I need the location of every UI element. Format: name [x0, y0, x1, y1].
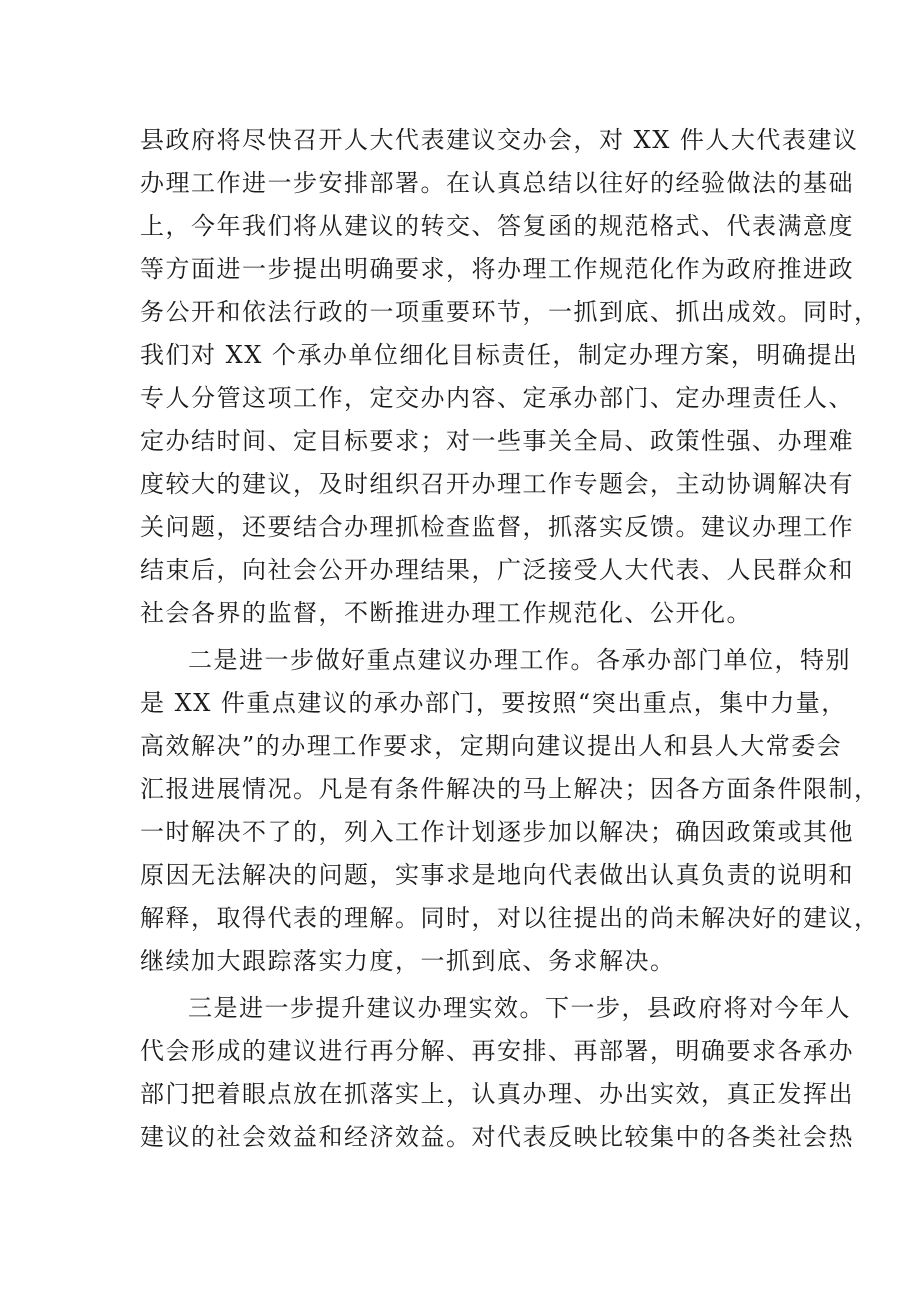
text-line: 我们对 XX 个承办单位细化目标责任，制定办理方案，明确提出	[140, 341, 859, 369]
text-line: 定办结时间、定目标要求；对一些事关全局、政策性强、办理难	[140, 427, 854, 455]
text-line: 建议的社会效益和经济效益。对代表反映比较集中的各类社会热	[140, 1123, 854, 1151]
text-line: 上，今年我们将从建议的转交、答复函的规范格式、代表满意度	[140, 212, 854, 240]
text-line: 等方面进一步提出明确要求，将办理工作规范化作为政府推进政	[140, 255, 854, 283]
paragraph-2-first-line: 二是进一步做好重点建议办理工作。各承办部门单位，特别	[188, 646, 851, 674]
text-line: 结束后，向社会公开办理结果，广泛接受人大代表、人民群众和	[140, 556, 854, 584]
paragraph-3-first-line: 三是进一步提升建议办理实效。下一步，县政府将对今年人	[188, 994, 851, 1022]
text-line: 原因无法解决的问题，实事求是地向代表做出认真负责的说明和	[140, 861, 854, 889]
text-line: 社会各界的监督，不断推进办理工作规范化、公开化。	[140, 599, 752, 627]
text-line: 度较大的建议，及时组织召开办理工作专题会，主动协调解决有	[140, 470, 854, 498]
text-line: 是 XX 件重点建议的承办部门，要按照“突出重点，集中力量，	[140, 689, 847, 717]
text-line: 汇报进展情况。凡是有条件解决的马上解决；因各方面条件限制，	[140, 775, 880, 803]
text-line: 专人分管这项工作，定交办内容、定承办部门、定办理责任人、	[140, 384, 854, 412]
text-line: 关问题，还要结合办理抓检查监督，抓落实反馈。建议办理工作	[140, 513, 854, 541]
text-line: 高效解决”的办理工作要求，定期向建议提出人和县人大常委会	[140, 732, 843, 760]
text-line: 务公开和依法行政的一项重要环节，一抓到底、抓出成效。同时，	[140, 298, 880, 326]
text-line: 解释，取得代表的理解。同时，对以往提出的尚未解决好的建议，	[140, 904, 880, 932]
text-line: 办理工作进一步安排部署。在认真总结以往好的经验做法的基础	[140, 169, 854, 197]
text-line: 一时解决不了的，列入工作计划逐步加以解决；确因政策或其他	[140, 818, 854, 846]
text-line: 继续加大跟踪落实力度，一抓到底、务求解决。	[140, 947, 676, 975]
text-line: 代会形成的建议进行再分解、再安排、再部署，明确要求各承办	[140, 1037, 854, 1065]
text-line: 部门把着眼点放在抓落实上，认真办理、办出实效，真正发挥出	[140, 1080, 854, 1108]
text-line: 县政府将尽快召开人大代表建议交办会，对 XX 件人大代表建议	[140, 126, 859, 154]
